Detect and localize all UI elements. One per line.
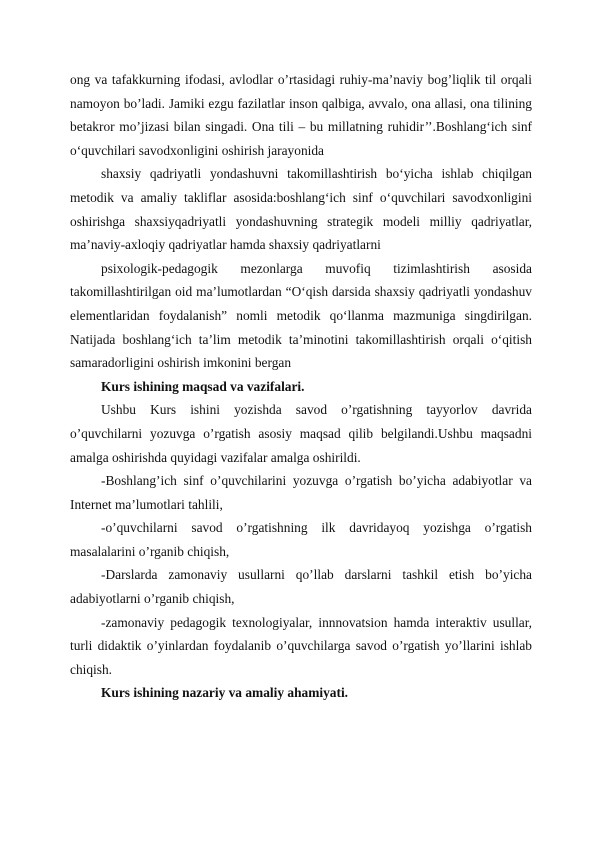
paragraph-personal-value-approach: shaxsiy qadriyatli yondashuvni takomillashtirish bo‘yicha ishlab chiqilgan metodik va amaliy takliflar asosida:boshlang‘ich sinf o‘quvchilari savodxonligini oshirishga shaxsiyqadriyatli yondashuvning strategik modeli milliy qadriyatlar, ma’naviy-axloqiy qadriyatlar hamda shaxsiy qadriyatlarni — [70, 166, 532, 253]
task-item-writing-issues: -o’quvchilarni savod o’rgatishning ilk davridayoq yozishga o’rgatish masalalarini o’rganib chiqish, — [70, 520, 532, 559]
section-heading-significance: Kurs ishining nazariy va amaliy ahamiyati. — [101, 685, 349, 701]
document-page — [70, 68, 532, 705]
paragraph-systematization: psixologik-pedagogik mezonlarga muvofiq tizimlashtirish asosida takomillashtirilgan oid ma’lumotlardan “O‘qish darsida shaxsiy qadriyatli yondashuv elementlaridan foydalanish” nomli metodik qo‘llanma mazmuniga singdirilgan. Natijada boshlang‘ich ta’lim metodik ta’minotini takomillashtirish orqali o‘qitish samaradorligini oshirish imkonini bergan — [70, 260, 532, 371]
task-item-literature-analysis: -Boshlang’ich sinf o’quvchilarini yozuvga o’rgatish bo’yicha adabiyotlar va Internet ma’lumotlari tahlili, — [70, 473, 532, 512]
paragraph-intro-continuation: ong va tafakkurning ifodasi, avlodlar o’rtasidagi ruhiy-ma’naviy bog’liqlik til orqali namoyon bo’ladi. Jamiki ezgu fazilatlar inson qalbiga, avvalo, ona allasi, ona tilining betakror mo’jizasi bilan singadi. Ona tili – bu millatning ruhidir’’.Boshlang‘ich sinf o‘quvchilari savodxonligini oshirish jarayonida — [70, 72, 532, 158]
task-item-modern-methods: -Darslarda zamonaviy usullarni qo’llab darslarni tashkil etish bo’yicha adabiyotlarni o’rganib chiqish, — [70, 567, 532, 607]
paragraph-goal-statement: Ushbu Kurs ishini yozishda savod o’rgatishning tayyorlov davrida o’quvchilarni yozuvga o’rgatish asosiy maqsad qilib belgilandi.Ushbu maqsadni amalga oshirishda quyidagi vazifalar amalga oshirildi. — [70, 402, 532, 465]
section-heading-goals: Kurs ishining maqsad va vazifalari. — [101, 378, 305, 394]
task-item-technologies: -zamonaviy pedagogik texnologiyalar, innnovatsion hamda interaktiv usullar, turli didaktik o’yinlardan foydalanib o’quvchilarga savod o’rgatish yo’llarini ishlab chiqish. — [70, 614, 532, 677]
